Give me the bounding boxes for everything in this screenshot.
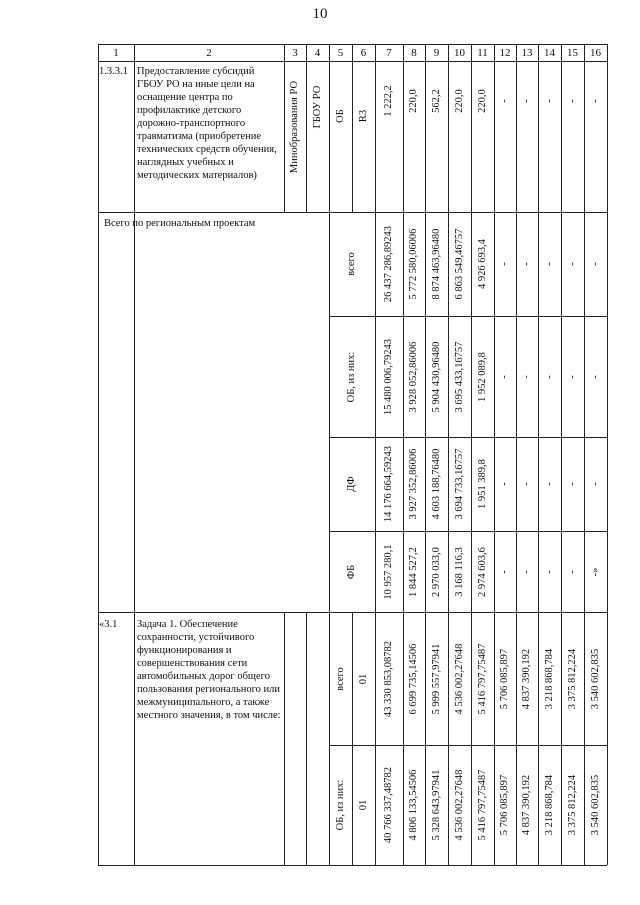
- row2-value: -: [543, 569, 555, 574]
- header-cell-1: 1: [113, 47, 119, 59]
- grid-line-v: [471, 44, 472, 865]
- header-cell-2: 2: [206, 47, 212, 59]
- funding-source: ОБ: [334, 109, 346, 123]
- row2-value: -: [521, 482, 532, 486]
- row2-value: 26 437 286,89243: [383, 225, 394, 303]
- row2-value: -: [589, 482, 601, 486]
- header-cell-3: 3: [292, 47, 298, 59]
- row2-value: 6 863 549,46757: [453, 228, 465, 300]
- row3-value: 5 999 557,97941: [430, 643, 442, 714]
- row2-value: 3 928 052,86006: [408, 341, 419, 412]
- grid-line-v: [306, 44, 307, 212]
- row3-value: 4 536 002,27648: [453, 769, 465, 841]
- header-cell-4: 4: [314, 47, 321, 59]
- grid-line-v: [98, 44, 99, 865]
- row2-value: 15 480 006,79243: [383, 338, 394, 415]
- row3-value: 5 328 643,97941: [430, 769, 442, 841]
- row2-value: -: [566, 569, 578, 574]
- row3-value: 5 416 797,75487: [476, 769, 488, 841]
- row2-value: -: [566, 262, 578, 266]
- row2-value: -»: [589, 567, 601, 576]
- grid-line-v: [494, 44, 495, 865]
- row3-value: 3 540 602,835: [589, 774, 601, 836]
- grid-line-v: [425, 44, 426, 865]
- row2-value: -: [499, 374, 510, 379]
- header-cell-9: 9: [433, 47, 440, 59]
- header-cell-11: 11: [477, 47, 488, 59]
- row1-value: -: [543, 99, 555, 103]
- group-label: всего: [346, 252, 357, 276]
- row3-value: 5 416 797,75487: [476, 643, 488, 714]
- row2-value: -: [543, 482, 555, 486]
- grid-line-v: [329, 212, 330, 612]
- row3-value: 4 536 002,27648: [453, 643, 465, 714]
- row1-value: -: [566, 99, 578, 103]
- row-description: Предоставление субсидий ГБОУ РО на иные цели на оснащение центра по профилактике детского дорожно-транспортного травматизма (приобретение технических средств обучения, наглядных учебных и методических материалов): [137, 66, 277, 181]
- grid-line-v: [561, 44, 562, 865]
- row2-value: -: [521, 262, 532, 266]
- row2-value: -: [499, 569, 510, 574]
- row2-value: 8 874 463,96480: [430, 228, 442, 300]
- section-total-label: Всего по региональным проектам: [104, 218, 256, 229]
- row2-value: 3 694 733,16757: [453, 448, 465, 520]
- header-cell-15: 15: [567, 47, 578, 59]
- row2-value: -: [566, 374, 578, 379]
- grid-line-v: [448, 44, 449, 865]
- row3-value: 5 706 085,897: [499, 774, 510, 836]
- grid-line-v: [306, 612, 307, 865]
- row3-value: 4 806 133,54506: [408, 769, 419, 841]
- row2-value: 4 603 188,76480: [430, 448, 442, 520]
- row1-value: -: [589, 99, 601, 103]
- row2-value: 3 168 116,3: [453, 546, 465, 597]
- row2-value: 5 904 430,96480: [430, 341, 442, 412]
- header-cell-8: 8: [411, 47, 417, 59]
- group-label: ФБ: [346, 564, 357, 579]
- grid-line-v: [403, 44, 404, 865]
- grid-line-v: [284, 612, 285, 865]
- grid-line-h: [329, 316, 607, 317]
- row2-value: -: [521, 374, 532, 379]
- group-label: ДФ: [346, 476, 357, 492]
- header-cell-5: 5: [337, 47, 344, 59]
- row3-value: 3 375 812,224: [566, 774, 578, 836]
- header-cell-7: 7: [386, 47, 392, 59]
- row2-value: 14 176 664,59243: [383, 445, 394, 523]
- row-code: 1.3.3.1: [99, 66, 128, 77]
- header-cell-16: 16: [590, 47, 601, 59]
- row2-value: -: [566, 482, 578, 486]
- row2-value: 1 951 389,8: [476, 459, 488, 509]
- group-label: всего: [334, 666, 346, 691]
- header-cell-10: 10: [454, 47, 465, 59]
- header-cell-13: 13: [521, 47, 533, 59]
- row3-value: 43 330 853,08782: [383, 640, 394, 717]
- participant: ГБОУ РО: [311, 85, 323, 128]
- row2-value: -: [499, 482, 510, 486]
- group-label: ОБ, из них:: [334, 779, 346, 831]
- grid-line-v: [134, 44, 135, 865]
- grid-line-h: [329, 531, 607, 532]
- row2-value: 1 844 527,2: [408, 546, 419, 597]
- responsible-executor: Минобразования РО: [289, 80, 300, 173]
- row2-value: -: [499, 262, 510, 266]
- row2-value: 10 957 280,1: [383, 543, 394, 600]
- group-code: 01: [357, 673, 369, 684]
- task-code: «3.1: [99, 619, 118, 630]
- grid-line-v: [284, 44, 285, 212]
- grid-line-h: [329, 437, 607, 438]
- grid-line-h: [329, 745, 607, 746]
- row3-value: 4 837 390,192: [521, 774, 532, 836]
- grid-line-v: [329, 44, 330, 212]
- row3-value: 5 706 085,897: [499, 648, 510, 709]
- row2-value: -: [589, 262, 601, 266]
- group-code: 01: [357, 799, 369, 811]
- grid-line-v: [516, 44, 517, 865]
- row3-value: 6 699 735,14506: [408, 643, 419, 714]
- header-cell-6: 6: [360, 47, 367, 59]
- row3-value: 3 218 868,784: [543, 648, 555, 709]
- row2-value: 3 695 433,16757: [453, 341, 465, 412]
- grid-line-v: [607, 44, 608, 865]
- row3-value: 3 375 812,224: [566, 648, 578, 709]
- grid-line-v: [538, 44, 539, 865]
- row2-value: 5 772 580,06006: [408, 228, 419, 300]
- row2-value: -: [543, 262, 555, 266]
- row1-value: 562,2: [430, 89, 442, 113]
- row3-value: 4 837 390,192: [521, 648, 532, 709]
- task-description: Задача 1. Обеспечение сохранности, устойчивого функционирования и совершенствования сети автомобильных дорог общего пользования регионального или межмуниципального, а также местного значения, в том числе:: [137, 619, 281, 721]
- row1-value: 220,0: [408, 89, 419, 113]
- header-cell-14: 14: [544, 47, 555, 59]
- row1-value: -: [521, 99, 532, 103]
- row3-value: 3 540 602,835: [589, 648, 601, 709]
- row1-value: 220,0: [476, 89, 488, 113]
- row3-value: 40 766 337,48782: [383, 766, 394, 844]
- page-number: 10: [312, 6, 328, 22]
- row2-value: -: [543, 374, 555, 379]
- header-cell-12: 12: [499, 47, 511, 59]
- grid-line-v: [375, 44, 376, 865]
- row2-value: 4 926 693,4: [476, 239, 488, 289]
- grid-line-v: [584, 44, 585, 865]
- row1-value: 220,0: [453, 89, 465, 113]
- row2-value: 3 927 352,86006: [408, 448, 419, 520]
- row2-value: 2 974 603,6: [476, 546, 488, 597]
- row2-value: 2 970 033,0: [430, 546, 442, 597]
- grid-line-v: [329, 612, 330, 865]
- row1-value: -: [499, 99, 510, 103]
- row2-value: -: [589, 374, 601, 379]
- row3-value: 3 218 868,784: [543, 774, 555, 836]
- code-r3: R3: [357, 109, 369, 123]
- row2-value: -: [521, 569, 532, 574]
- row2-value: 1 952 089,8: [476, 351, 488, 402]
- group-label: ОБ, из них:: [346, 351, 357, 402]
- row1-value: 1 222,2: [383, 85, 394, 117]
